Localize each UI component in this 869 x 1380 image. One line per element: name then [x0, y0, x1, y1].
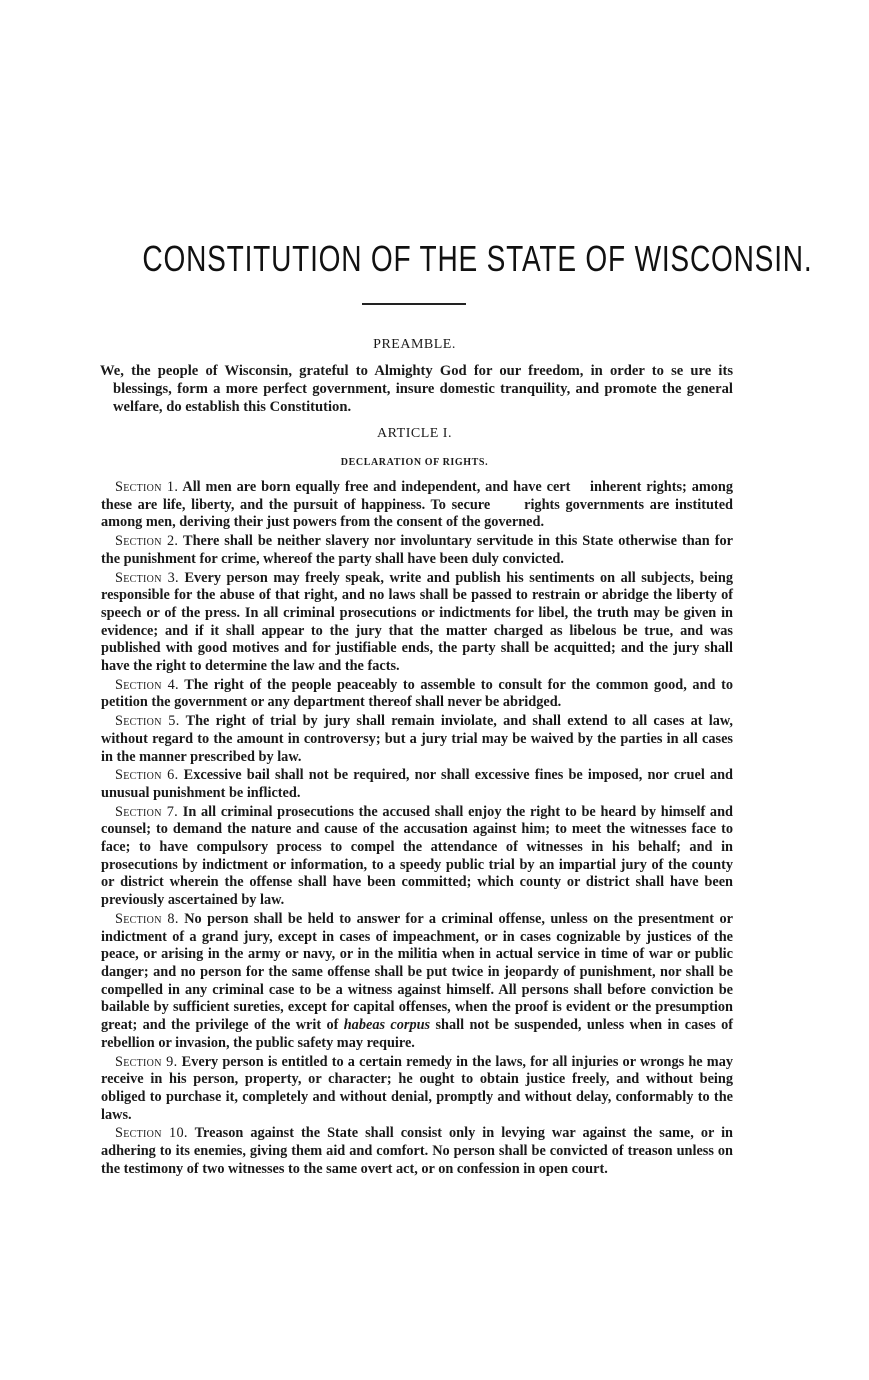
- document-title: CONSTITUTION OF THE STATE OF WISCONSIN.: [142, 238, 813, 279]
- section-text: In all criminal prosecutions the accused shall enjoy the right to be heard by himself and counsel; to demand the nature and cause of the accusation against him; to meet the witnesses face to face; to have compulsory process to compel the attendance of witnesses in his behalf; and in prosecutions by indictment or information, to a speedy public trial by an impartial jury of the county or district wherein the offense shall have been committed; which county or district shall have been previously ascertained by law.: [101, 803, 733, 909]
- preamble-text: [100, 362, 733, 416]
- article-subheading: DECLARATION OF RIGHTS.: [340, 457, 489, 468]
- section-6: [101, 767, 733, 802]
- section-label: Section 7.: [115, 803, 179, 820]
- preamble-paragraph: We, the people of Wisconsin, grateful to Almighty God for our freedom, in order to se ure its blessings, form a more perfect government, insure domestic tranquility, and promote the general welfare, do establish this Constitution.: [100, 363, 733, 415]
- section-label: Section 10.: [115, 1125, 188, 1142]
- section-text: There shall be neither slavery nor involuntary servitude in this State otherwise than for the punishment for crime, whereof the party shall have been duly convicted.: [101, 533, 733, 567]
- title-divider: [362, 303, 466, 305]
- section-text: No person shall be held to answer for a criminal offense, unless on the presentment or indictment of a grand jury, except in cases of impeachment, or in cases cognizable by justices of the peace, or arising in the army or navy, or in the militia when in actual service in time of war or public danger; and no person for the same offense shall be put twice in jeopardy of punishment, nor shall be compelled in any criminal case to be a witness against himself. All persons shall before conviction be bailable by sufficient sureties, except for capital offenses, when the proof is evident or the presumption great; and the privilege of the writ of: [101, 910, 733, 1034]
- section-text: Excessive bail shall not be required, nor shall excessive fines be imposed, nor cruel and unusual punishment be inflicted.: [101, 767, 733, 801]
- section-label: Section 6.: [115, 767, 179, 784]
- section-text: The right of trial by jury shall remain inviolate, and shall extend to all cases at law, without regard to the amount in controversy; but a jury trial may be waived by the parties in all cases in the manner prescribed by law.: [101, 713, 733, 765]
- section-8: [101, 911, 733, 1053]
- section-2: [101, 533, 733, 568]
- section-7: [101, 804, 733, 910]
- section-4: [101, 677, 733, 712]
- section-text: Every person is entitled to a certain remedy in the laws, for all injuries or wrongs he may receive in his person, property, or character; he ought to obtain justice freely, and without being obliged to purchase it, completely and without denial, promptly and without delay, conformably to the laws.: [101, 1053, 733, 1123]
- section-3: [101, 570, 733, 676]
- section-text-italic: habeas corpus: [343, 1017, 431, 1034]
- section-label: Section 8.: [115, 910, 179, 927]
- article-heading: ARTICLE I.: [377, 426, 452, 441]
- section-9: [101, 1054, 733, 1125]
- section-label: Section 2.: [115, 533, 179, 550]
- section-5: [101, 713, 733, 766]
- section-text: Every person may freely speak, write and publish his sentiments on all subjects, being responsible for the abuse of that right, and no laws shall be passed to restrain or abridge the liberty of speech or of the press. In all criminal prosecutions or indictments for libel, the truth may be given in evidence; and if it shall appear to the jury that the matter charged as libelous be true, and was published with good motives and for justifiable ends, the party shall be acquitted; and the jury shall have the right to determine the law and the facts.: [101, 569, 733, 675]
- section-label: Section 5.: [115, 713, 180, 730]
- section-label: Section 1.: [115, 479, 179, 495]
- section-1: [101, 479, 733, 532]
- section-text: Treason against the State shall consist only in levying war against the same, or in adhering to its enemies, giving them aid and comfort. No person shall be convicted of treason unless on the testimony of two witnesses to the same overt act, or on confession in open court.: [101, 1125, 734, 1177]
- section-label: Section 4.: [115, 676, 179, 693]
- section-text: shall not be suspended, unless when in cases of rebellion or invasion, the public safety may require.: [101, 1017, 733, 1051]
- section-10: [101, 1125, 733, 1178]
- preamble-heading: PREAMBLE.: [373, 337, 456, 352]
- section-text: All men are born equally free and independent, and have cert inherent rights; among these are life, liberty, and the pursuit of happiness. To secure rights governments are instituted among men, deriving their just powers from the consent of the governed.: [101, 479, 734, 531]
- sections-list: [101, 479, 733, 1179]
- section-label: Section 9.: [115, 1053, 178, 1070]
- section-label: Section 3.: [115, 569, 179, 586]
- section-text: The right of the people peaceably to assemble to consult for the common good, and to petition the government or any department thereof shall never be abridged.: [101, 676, 733, 711]
